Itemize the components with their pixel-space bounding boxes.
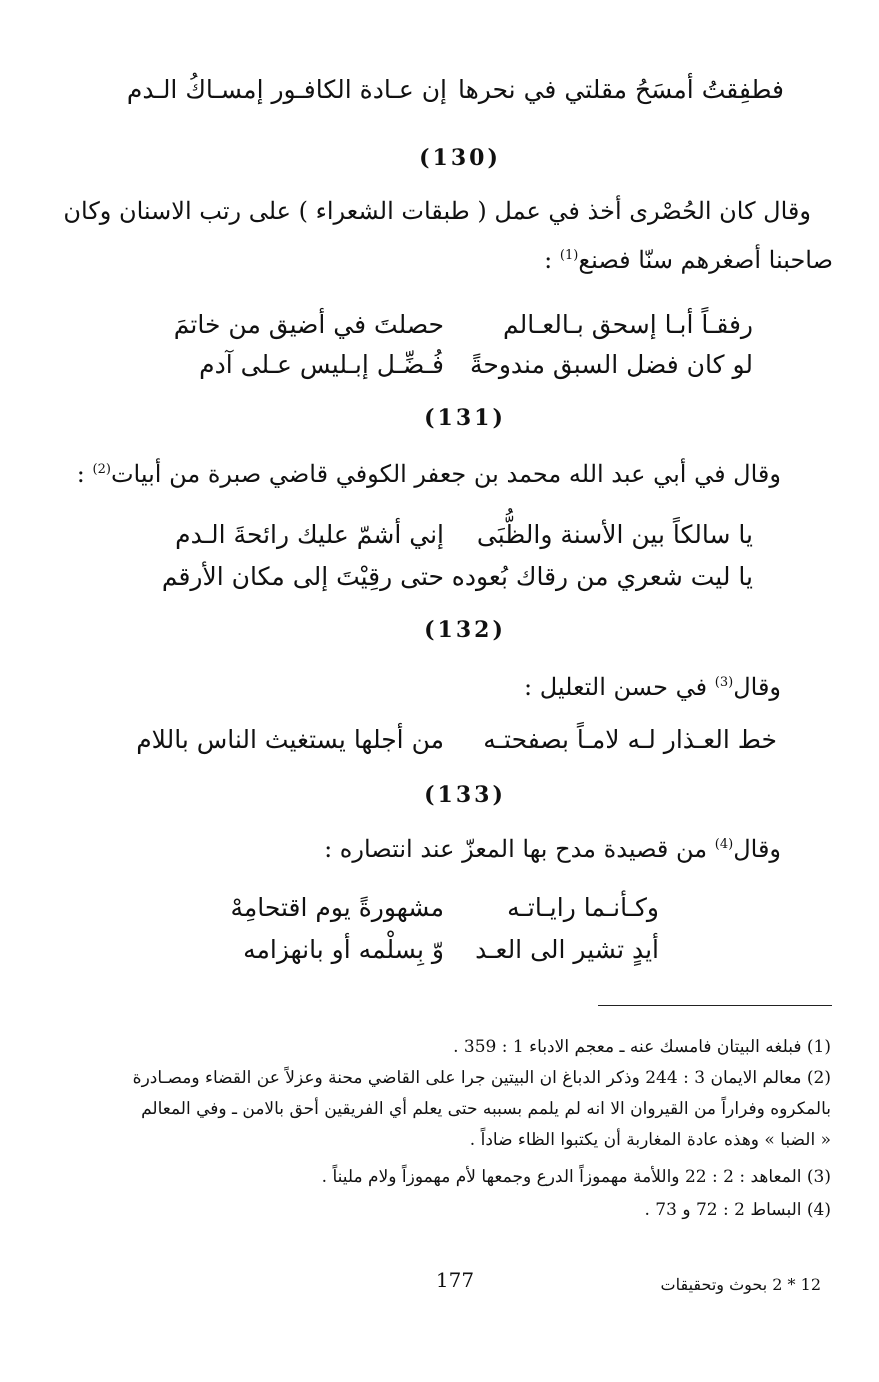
verse-130-2-left: فُـضِّـل إبـليس عـلى آدم — [199, 350, 444, 379]
verse-130-1-right: رفقـاً أبـا إسحق بـالعـالم — [503, 310, 753, 339]
section-number-133: (133) — [424, 782, 506, 808]
footnote-separator — [598, 1005, 832, 1006]
footnote-3: (3) المعاهد : 2 : 22 واللأمة مهموزاً الدرع وجمعها لأم مهموزاً ولام مليناً . — [321, 1167, 831, 1187]
footnote-2-line2: بالمكروه وفراراً من القيروان الا انه لم يلمم بسببه حتى يعلم أي الفريقين أحق بالامن ـ وفي المعالم — [141, 1099, 831, 1119]
footnote-ref-1: (1) — [559, 248, 579, 263]
verse-132-1-left: من أجلها يستغيث الناس باللام — [136, 725, 444, 754]
verse-133-2-right: أيدٍ تشير الى العـد — [475, 935, 659, 964]
opening-verse-right: فطفِقتُ أمسَحُ مقلتي في نحرها — [457, 75, 784, 104]
opening-verse-left: إن عـادة الكافـور إمسـاكُ الـدم — [126, 75, 447, 104]
verse-132-1-right: خط العـذار لـه لامـاً بصفحتـه — [483, 725, 777, 754]
section-133-intro: وقال$^{(4)}$ من قصيدة مدح بها المعزّ عند انتصاره : — [324, 835, 781, 863]
section-130-intro-line1: وقال كان الحُصْرى أخذ في عمل ( طبقات الشعراء ) على رتب الاسنان وكان — [63, 197, 811, 225]
verse-133-1-right: وكـأنـما رايـاتـه — [507, 893, 659, 922]
footnote-ref-4: (4) — [714, 837, 734, 852]
verse-130-2-right: لو كان فضل السبق مندوحةً — [469, 350, 753, 379]
signature-mark: 12 * 2 بحوث وتحقيقات — [660, 1275, 821, 1294]
verse-131-1-left: إني أشمّ عليك رائحةَ الـدم — [175, 520, 444, 549]
verse-131-2-right: يا ليت شعري من رقاك بُعوده — [451, 562, 753, 591]
footnote-2-line3: « الضبا » وهذه عادة المغاربة أن يكتبوا الظاء ضاداً . — [469, 1130, 831, 1150]
verse-133-1-left: مشهورةً يوم اقتحامِهْ — [230, 893, 444, 922]
section-number-132: (132) — [424, 617, 506, 643]
footnote-ref-3: (3) — [714, 675, 734, 690]
verse-133-2-left: وّ بِسلْمه أو بانهزامه — [243, 935, 444, 964]
verse-131-2-left: حتى رقِيْتَ إلى مكان الأرقم — [161, 562, 444, 591]
verse-130-1-left: حصلتَ في أضيق من خاتمَ — [173, 310, 444, 339]
footnote-4: (4) البساط 2 : 72 و 73 . — [644, 1200, 831, 1220]
footnote-2-line1: (2) معالم الايمان 3 : 244 وذكر الدباغ ان البيتين جرا على القاضي محنة وعزلاً عن القضاء ومصـادرة — [132, 1068, 831, 1088]
section-130-intro-line2: صاحبنا أصغرهم سنّا فصنع$^{(1)}$ : — [544, 246, 833, 274]
verse-131-1-right: يا سالكاً بين الأسنة والظُّبَى — [476, 520, 753, 549]
section-number-131: (131) — [424, 405, 506, 431]
section-132-intro: وقال$^{(3)}$ في حسن التعليل : — [523, 673, 781, 701]
page-number: 177 — [435, 1268, 475, 1292]
footnote-1: (1) فبلغه البيتان فامسك عنه ـ معجم الادباء 1 : 359 . — [453, 1037, 831, 1057]
section-131-intro: وقال في أبي عبد الله محمد بن جعفر الكوفي قاضي صبرة من أبيات$^{(2)}$ : — [76, 460, 781, 488]
section-number-130: (130) — [419, 145, 501, 171]
footnote-ref-2: (2) — [92, 462, 111, 477]
